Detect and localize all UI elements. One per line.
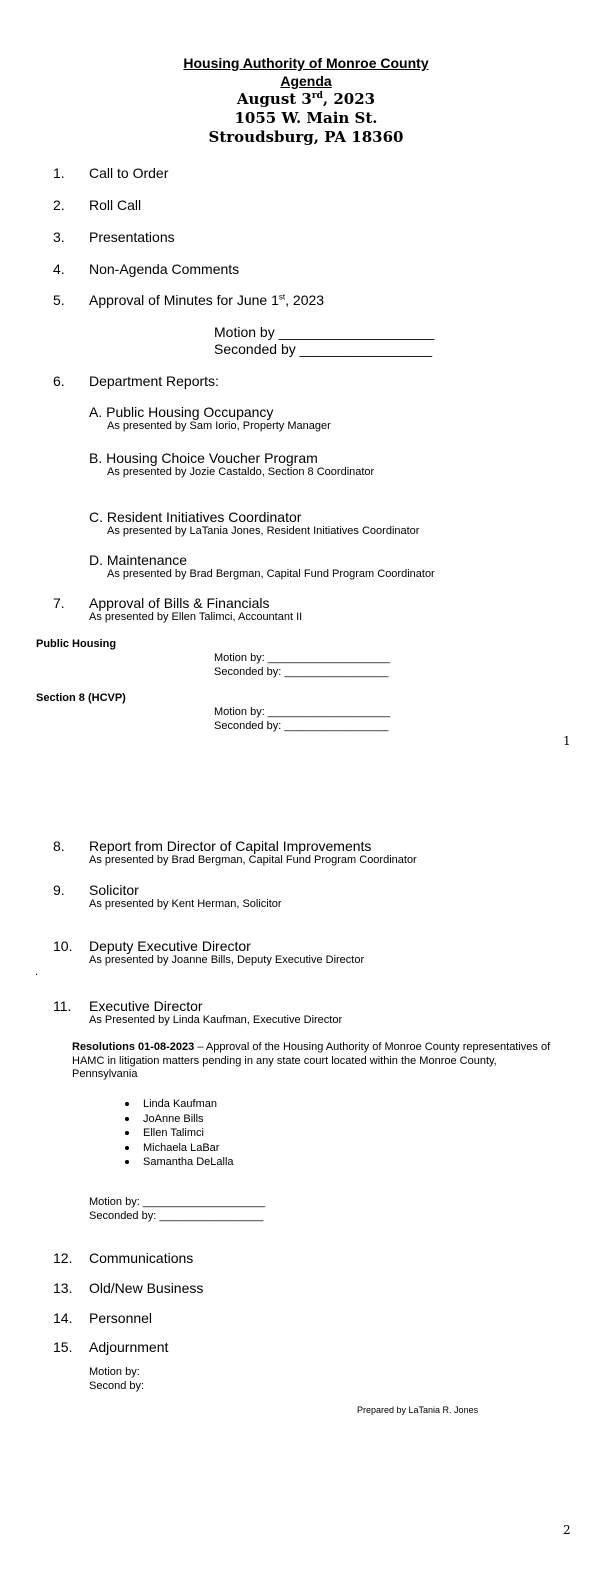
list-item: Linda Kaufman	[125, 1097, 234, 1112]
item-number: 15.	[53, 1339, 73, 1355]
item-presenter: As presented by Joanne Bills, Deputy Executive Director	[89, 954, 365, 966]
item-title-approval-of-minutes: Approval of Minutes for June 1st, 2023	[89, 292, 325, 308]
representatives-list	[125, 1097, 234, 1170]
seconded-line: Seconded by _________________	[214, 341, 432, 357]
resolution-text: Resolutions 01-08-2023 – Approval of the Housing Authority of Monroe County representatives of HAMC in litigation matters pending in any state court located within the Monroe County, Pennsylvania	[72, 1041, 551, 1080]
item-number: 6.	[53, 373, 65, 389]
item-number: 2.	[53, 197, 65, 213]
item-number: 10.	[53, 938, 73, 954]
address-city: Stroudsburg, PA 18360	[208, 128, 404, 146]
item-number: 7.	[53, 595, 65, 611]
item-number: 5.	[53, 292, 65, 308]
seconded-line: Seconded by: _________________	[214, 666, 389, 678]
item-title-roll-call: Roll Call	[89, 197, 142, 213]
item-number: 4.	[53, 261, 65, 277]
motion-line: Motion by: ____________________	[89, 1196, 266, 1208]
prepared-by: Prepared by LaTania R. Jones	[357, 1405, 479, 1415]
item-number: 9.	[53, 882, 65, 898]
meeting-date: August 3rd, 2023	[236, 90, 376, 108]
item-number: 13.	[53, 1280, 73, 1296]
motion-line: Motion by:	[89, 1366, 140, 1378]
motion-line: Motion by ____________________	[214, 324, 435, 340]
report-b-title: B. Housing Choice Voucher Program	[89, 450, 318, 466]
item-title-communications: Communications	[89, 1250, 194, 1266]
page-number-1: 1	[563, 734, 571, 748]
item-title-old-new-business: Old/New Business	[89, 1280, 204, 1296]
report-d-presenter: As presented by Brad Bergman, Capital Fund Program Coordinator	[107, 568, 435, 580]
motion-line: Motion by: ____________________	[214, 652, 391, 664]
section-8-label: Section 8 (HCVP)	[36, 692, 126, 704]
list-item: JoAnne Bills	[125, 1112, 234, 1127]
seconded-line: Seconded by: _________________	[89, 1210, 264, 1222]
list-item: Samantha DeLalla	[125, 1155, 234, 1170]
item-presenter: As presented by Ellen Talimci, Accountant II	[89, 611, 303, 623]
item-number: 14.	[53, 1310, 73, 1326]
item-title-non-agenda-comments: Non-Agenda Comments	[89, 261, 240, 277]
item-title-solicitor: Solicitor	[89, 882, 139, 898]
second-line: Second by:	[89, 1380, 145, 1392]
list-item: Michaela LaBar	[125, 1141, 234, 1156]
report-b-presenter: As presented by Jozie Castaldo, Section 8 Coordinator	[107, 466, 375, 478]
item-number: 3.	[53, 229, 65, 245]
item-presenter: As presented by Brad Bergman, Capital Fund Program Coordinator	[89, 854, 417, 866]
item-title-deputy-executive-director: Deputy Executive Director	[89, 938, 251, 954]
item-presenter: As Presented by Linda Kaufman, Executive Director	[89, 1014, 343, 1026]
report-c-presenter: As presented by LaTania Jones, Resident Initiatives Coordinator	[107, 525, 420, 537]
address-street: 1055 W. Main St.	[234, 109, 378, 127]
item-number: 1.	[53, 165, 65, 181]
item-number: 12.	[53, 1250, 73, 1266]
item-title-call-to-order: Call to Order	[89, 165, 169, 181]
report-c-title: C. Resident Initiatives Coordinator	[89, 509, 302, 525]
item-title-adjournment: Adjournment	[89, 1339, 169, 1355]
item-title-approval-of-bills: Approval of Bills & Financials	[89, 595, 270, 611]
stray-mark: .	[35, 966, 39, 978]
item-number: 8.	[53, 838, 65, 854]
report-a-presenter: As presented by Sam Iorio, Property Manager	[107, 420, 331, 432]
page-number-2: 2	[563, 1523, 571, 1537]
item-number: 11.	[53, 998, 72, 1014]
report-d-title: D. Maintenance	[89, 552, 188, 568]
item-title-executive-director: Executive Director	[89, 998, 203, 1014]
agenda-title: Agenda	[280, 73, 332, 89]
item-presenter: As presented by Kent Herman, Solicitor	[89, 898, 282, 910]
item-title-presentations: Presentations	[89, 229, 175, 245]
public-housing-label: Public Housing	[36, 638, 117, 650]
report-a-title: A. Public Housing Occupancy	[89, 404, 274, 420]
seconded-line: Seconded by: _________________	[214, 720, 389, 732]
item-title-personnel: Personnel	[89, 1310, 153, 1326]
list-item: Ellen Talimci	[125, 1126, 234, 1141]
item-title-capital-improvements: Report from Director of Capital Improvements	[89, 838, 372, 854]
org-title: Housing Authority of Monroe County	[183, 55, 429, 71]
item-title-department-reports: Department Reports:	[89, 373, 219, 389]
motion-line: Motion by: ____________________	[214, 706, 391, 718]
